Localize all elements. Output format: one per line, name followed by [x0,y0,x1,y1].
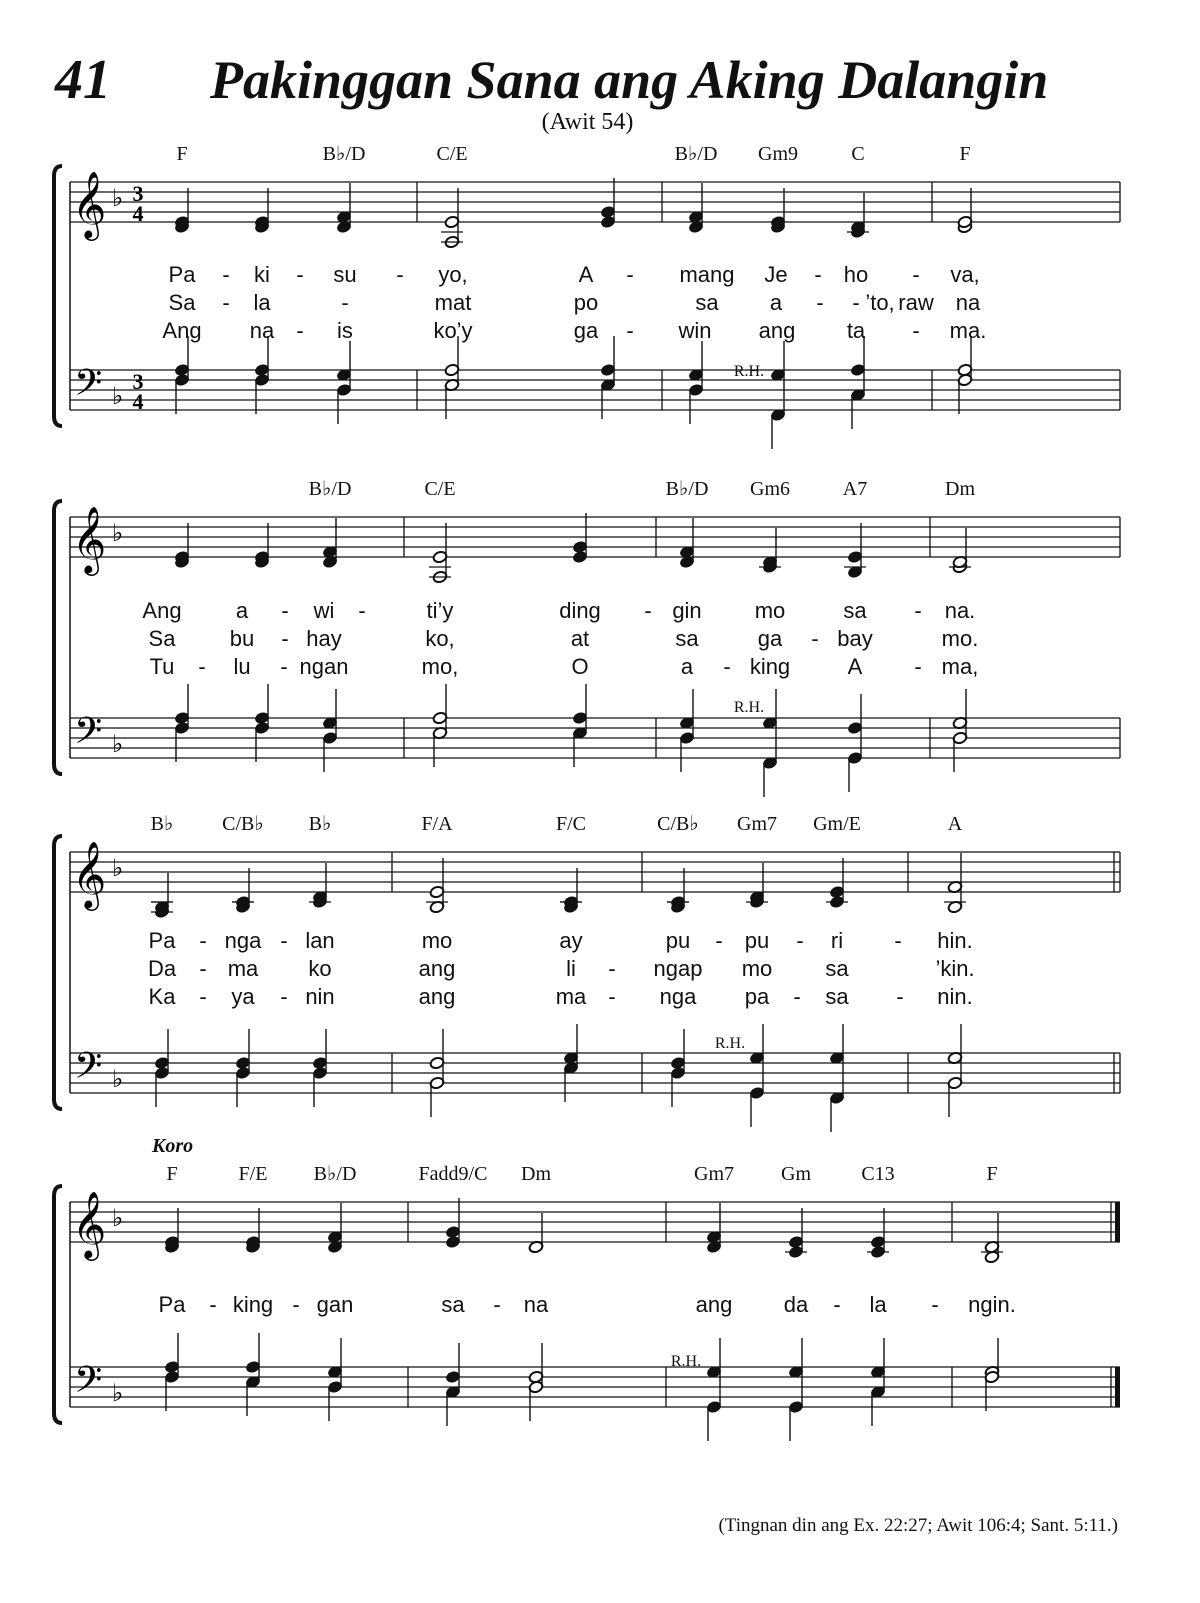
lyric-hyphen: - [341,290,349,315]
lyric-hyphen: - [281,626,289,651]
time-signature-bottom: 4 [132,201,144,226]
lyric-hyphen: - [715,928,723,953]
bass-clef-icon: 𝄢 [74,1359,103,1410]
chord-symbol: F [959,143,971,165]
lyric-syllable: ngan [299,654,349,679]
treble-key-flat-icon: ♭ [112,1204,124,1232]
chord-symbol: B♭/D [322,143,366,165]
lyric-syllable: na [955,290,981,315]
chord-symbol: A7 [842,478,868,500]
lyric-syllable: ri [830,928,844,953]
lyric-syllable: wi [313,598,335,623]
lyric-hyphen: - [199,928,207,953]
lyric-syllable: ngin. [968,1292,1016,1317]
lyric-hyphen: - [296,318,304,343]
chord-symbol: B♭/D [313,1163,357,1185]
lyric-syllable: at [570,626,590,651]
chord-symbol: Gm9 [758,143,798,165]
lyric-hyphen: - [626,262,634,287]
time-signature-bottom: 4 [132,389,144,414]
lyric-syllable: a [235,598,249,623]
chord-symbol: Gm7 [737,813,777,835]
lyric-hyphen: - [396,262,404,287]
lyric-syllable: va, [950,262,980,287]
lyric-syllable: mo, [421,654,459,679]
lyric-hyphen: - [296,262,304,287]
lyric-syllable: sa [843,598,867,623]
lyric-hyphen: - [292,1292,300,1317]
lyric-syllable: gin [672,598,702,623]
lyric-syllable: la [253,290,271,315]
lyric-syllable: is [337,318,353,343]
chord-symbol: B♭/D [665,478,709,500]
lyric-syllable: hin. [937,928,973,953]
lyric-hyphen: - [198,654,206,679]
lyric-syllable: a [769,290,783,315]
lyric-syllable: ma [555,984,587,1009]
lyric-hyphen: - [814,262,822,287]
bass-key-flat-icon: ♭ [112,1065,124,1093]
lyric-syllable: nga [659,984,697,1009]
chord-symbol: Gm7 [694,1163,734,1185]
lyric-syllable: ’to, [865,290,895,315]
chord-symbol: Gm6 [750,478,790,500]
lyric-syllable: ga [573,318,599,343]
lyric-hyphen: - [811,626,819,651]
time-signature-top: 3 [132,181,144,206]
chord-symbol: Fadd9/C [418,1163,488,1185]
lyric-hyphen: - [796,928,804,953]
lyric-syllable: ang [695,1292,733,1317]
lyric-hyphen: - [209,1292,217,1317]
lyric-hyphen: - [914,598,922,623]
lyric-hyphen: - [816,290,824,315]
lyric-syllable: mo [741,956,773,981]
lyric-syllable: nin [305,984,335,1009]
lyric-syllable: king [232,1292,274,1317]
song-subtitle: (Awit 54) [541,109,634,135]
lyric-hyphen: - [493,1292,501,1317]
lyric-syllable: sa [825,956,849,981]
right-hand-marking: R.H. [714,1035,746,1052]
treble-clef-icon: 𝄞 [72,840,107,908]
lyric-hyphen: - [199,956,207,981]
scripture-footnote: (Tingnan din ang Ex. 22:27; Awit 106:4; Sant. 5:11.) [718,1515,1118,1536]
lyric-syllable: sa [825,984,849,1009]
lyric-syllable: raw [898,290,934,315]
chord-symbol: C13 [861,1163,895,1185]
lyric-syllable: po [573,290,599,315]
chord-symbol: C [851,143,865,165]
chord-symbol: B♭ [150,813,174,835]
lyric-syllable: ang [418,984,456,1009]
treble-key-flat-icon: ♭ [112,854,124,882]
lyric-syllable: lan [305,928,335,953]
chord-symbol: Gm/E [813,813,861,835]
lyric-syllable: hay [306,626,342,651]
bass-key-flat-icon: ♭ [112,730,124,758]
lyric-syllable: mo [754,598,786,623]
lyric-syllable: mang [679,262,735,287]
chord-symbol: F/E [238,1163,268,1185]
system-bracket [54,836,62,1109]
lyric-syllable: Pa [148,928,176,953]
lyric-hyphen: - [222,290,230,315]
system-bracket [54,501,62,774]
chord-symbol: C/E [436,143,468,165]
chord-symbol: A [947,813,963,835]
lyric-syllable: sa [675,626,699,651]
lyric-syllable: ay [559,928,583,953]
lyric-syllable: A [847,654,863,679]
lyric-hyphen: - [358,598,366,623]
chord-symbol: C/B♭ [657,813,699,835]
lyric-syllable: na [523,1292,549,1317]
lyric-hyphen: - [833,1292,841,1317]
lyric-syllable: ang [418,956,456,981]
chord-symbol: F [176,143,188,165]
lyric-syllable: mat [434,290,472,315]
lyric-syllable: bu [229,626,255,651]
lyric-hyphen: - [281,598,289,623]
lyric-hyphen: - [894,928,902,953]
treble-clef-icon: 𝄞 [72,1190,107,1258]
lyric-syllable: ngap [653,956,703,981]
chord-symbol: B♭ [308,813,332,835]
lyric-syllable: na. [944,598,976,623]
right-hand-marking: R.H. [733,363,765,380]
lyric-syllable: ko [308,956,332,981]
lyric-syllable: pu [665,928,691,953]
bass-clef-icon: 𝄢 [74,1045,103,1096]
lyric-hyphen: - [912,318,920,343]
lyric-syllable: pu [744,928,770,953]
lyric-hyphen: - [793,984,801,1009]
lyric-syllable: sa [695,290,719,315]
lyric-syllable: nin. [937,984,973,1009]
lyric-syllable: bay [837,626,873,651]
final-bar-line [1115,1367,1120,1407]
lyric-hyphen: - [912,262,920,287]
chord-symbol: F [166,1163,178,1185]
lyric-syllable: king [749,654,791,679]
lyric-syllable: mo [421,928,453,953]
lyric-hyphen: - [852,290,860,315]
lyric-hyphen: - [280,984,288,1009]
lyric-syllable: Pa [158,1292,186,1317]
chord-symbol: Gm [781,1163,811,1185]
lyric-syllable: na [249,318,275,343]
lyric-syllable: ma, [941,654,979,679]
lyric-hyphen: - [896,984,904,1009]
lyric-syllable: ’kin. [935,956,975,981]
lyric-syllable: Ang [142,598,182,623]
section-label: Koro [152,1135,194,1157]
chord-symbol: C/B♭ [222,813,264,835]
lyric-hyphen: - [931,1292,939,1317]
lyric-hyphen: - [280,654,288,679]
bass-key-flat-icon: ♭ [112,1379,124,1407]
chord-symbol: Dm [945,478,975,500]
lyric-syllable: mo. [941,626,979,651]
lyric-syllable: su [333,262,357,287]
bass-clef-icon: 𝄢 [74,710,103,761]
lyric-hyphen: - [222,262,230,287]
song-title: Pakinggan Sana ang Aking Dalangin [210,50,1049,110]
lyric-syllable: ho [843,262,869,287]
song-number: 41 [55,49,111,111]
lyric-syllable: da [783,1292,809,1317]
lyric-syllable: Ang [162,318,202,343]
lyric-syllable: yo, [438,262,468,287]
lyric-syllable: ta [846,318,866,343]
lyric-syllable: la [869,1292,887,1317]
lyric-hyphen: - [723,654,731,679]
right-hand-marking: R.H. [733,699,765,716]
lyric-syllable: ga [757,626,783,651]
lyric-syllable: ko’y [433,318,473,343]
lyric-syllable: ang [758,318,796,343]
chord-symbol: Dm [521,1163,551,1185]
lyric-syllable: ya [231,984,255,1009]
bass-key-flat-icon: ♭ [112,382,124,410]
lyric-syllable: Tu [149,654,175,679]
lyric-syllable: Ka [148,984,176,1009]
lyric-syllable: ki [254,262,270,287]
lyric-hyphen: - [914,654,922,679]
lyric-syllable: sa [441,1292,465,1317]
lyric-syllable: Sa [168,290,196,315]
lyric-syllable: A [578,262,594,287]
lyric-syllable: ma [227,956,259,981]
lyric-hyphen: - [280,928,288,953]
lyric-syllable: O [571,654,589,679]
right-hand-marking: R.H. [670,1353,702,1370]
lyric-syllable: gan [316,1292,354,1317]
lyric-syllable: ding [559,598,601,623]
lyric-syllable: ko, [425,626,455,651]
lyric-syllable: Sa [148,626,176,651]
lyric-syllable: nga [224,928,262,953]
chord-symbol: F/A [421,813,453,835]
treble-key-flat-icon: ♭ [112,519,124,547]
lyric-syllable: ti’y [426,598,454,623]
lyric-syllable: Da [147,956,177,981]
lyric-hyphen: - [626,318,634,343]
bass-clef-icon: 𝄢 [74,362,103,413]
chord-symbol: B♭/D [308,478,352,500]
system-bracket [54,1186,62,1423]
lyric-hyphen: - [644,598,652,623]
lyric-hyphen: - [608,984,616,1009]
system-bracket [54,166,62,426]
lyric-syllable: ma. [949,318,987,343]
lyric-syllable: pa [744,984,770,1009]
chord-symbol: F/C [555,813,587,835]
chord-symbol: F [986,1163,998,1185]
lyric-syllable: win [678,318,712,343]
time-signature-top: 3 [132,369,144,394]
treble-key-flat-icon: ♭ [112,184,124,212]
chord-symbol: B♭/D [674,143,718,165]
chord-symbol: C/E [424,478,456,500]
lyric-syllable: Je [764,262,788,287]
final-bar-line [1115,1202,1120,1242]
treble-clef-icon: 𝄞 [72,505,107,573]
lyric-syllable: lu [233,654,251,679]
lyric-hyphen: - [199,984,207,1009]
lyric-syllable: Pa [168,262,196,287]
treble-clef-icon: 𝄞 [72,170,107,238]
lyric-syllable: li [566,956,576,981]
lyric-hyphen: - [608,956,616,981]
lyric-syllable: a [680,654,694,679]
